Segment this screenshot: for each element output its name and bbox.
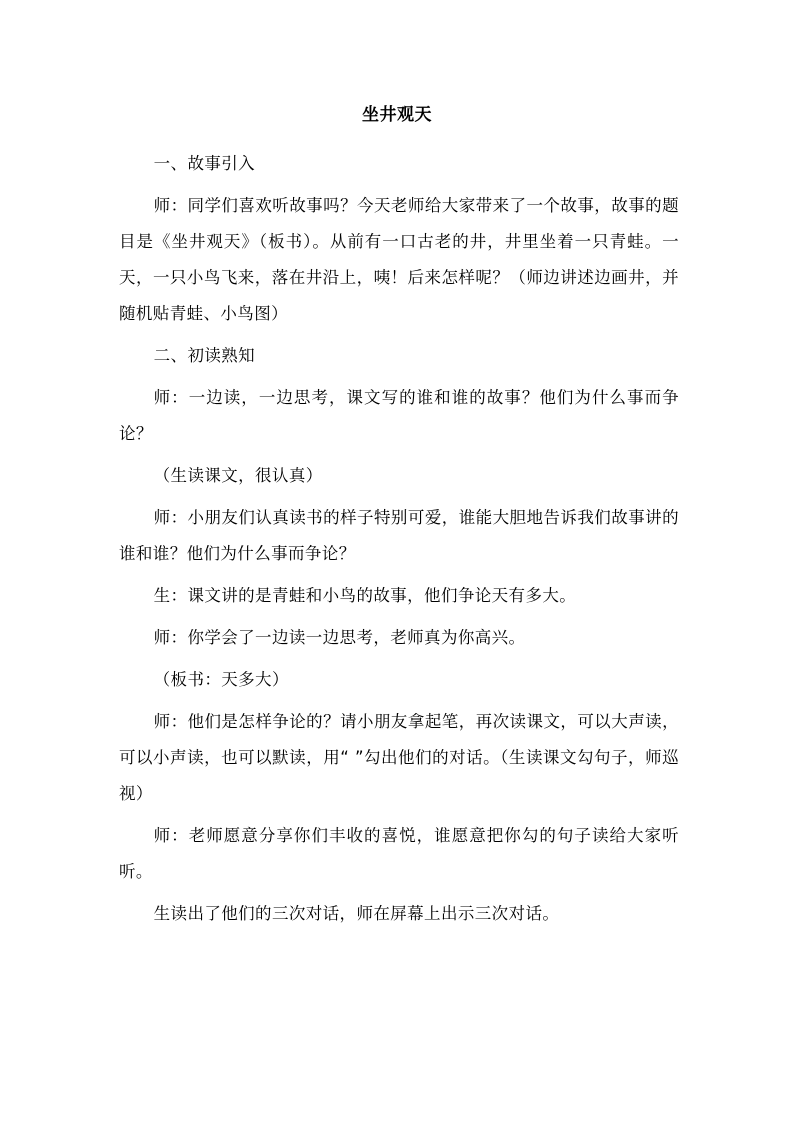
paragraph: 师：老师愿意分享你们丰收的喜悦，谁愿意把你勾的句子读给大家听听。 (119, 826, 679, 881)
paragraph: 师：你学会了一边读一边思考，老师真为你高兴。 (153, 628, 526, 647)
document-title: 坐井观天 (362, 105, 432, 125)
paragraph: 师：小朋友们认真读书的样子特别可爱，谁能大胆地告诉我们故事讲的谁和谁？他们为什么事而争论？ (119, 508, 679, 563)
section-heading-first-reading: 二、初读熟知 (153, 346, 256, 365)
paragraph: （板书：天多大） (153, 670, 289, 689)
paragraph: 生读出了他们的三次对话，师在屏幕上出示三次对话。 (153, 904, 560, 923)
paragraph: 生：课文讲的是青蛙和小鸟的故事，他们争论天有多大。 (153, 586, 577, 605)
paragraph: 师：同学们喜欢听故事吗？今天老师给大家带来了一个故事，故事的题目是《坐井观天》（板书）。从前有一口古老的井，井里坐着一只青蛙。一天，一只小鸟飞来，落在井沿上，咦！后来怎样呢？（师边讲述边画井，并随机贴青蛙、小鸟图） (119, 196, 679, 323)
section-heading-story-intro: 一、故事引入 (153, 154, 256, 173)
paragraph: （生读课文，很认真） (153, 466, 323, 485)
paragraph: 师：他们是怎样争论的？请小朋友拿起笔，再次读课文，可以大声读，可以小声读，也可以默读，用“ ”勾出他们的对话。（生读课文勾句子，师巡视） (119, 712, 679, 803)
paragraph: 师：一边读，一边思考，课文写的谁和谁的故事？他们为什么事而争论？ (119, 388, 679, 443)
document-body (119, 146, 679, 938)
